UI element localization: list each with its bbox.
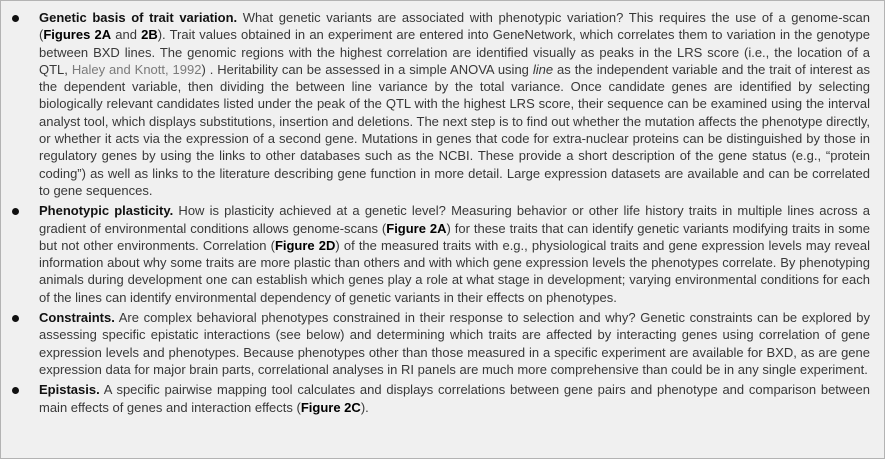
citation-link[interactable]: Haley and Knott, 1992 <box>71 61 202 77</box>
item-text: and <box>111 27 142 43</box>
item-text: A specific pairwise mapping tool calculates and displays correlations between gene pairs and phenotype and comparison between main effects of genes and interaction effects ( <box>39 382 870 415</box>
item-heading: Genetic basis of trait variation. <box>39 10 238 25</box>
item-heading: Constraints. <box>39 310 115 326</box>
figure-reference[interactable]: Figure 2D <box>274 237 336 253</box>
list-item-genetic-basis <box>39 9 870 199</box>
item-text: as the independent variable and the trait of interest as the dependent variable, then dividing the between line variance by the total variance. Once candidate genes are identified by selecting biologically relevant candidates listed under the peak of the QTL with the highest LRS score, their sequence can be examined using the interval analyst tool, which displays substitutions, insertion and deletions. The next step is to find out whether the mutation affects the phenotype directly, or whether it acts via the expression of a second gene. Mutations in genes that code for extra-nuclear proteins can be distinguished by those in regulatory genes by using the links to other databases such as the NCBI. These provide a short description of the gene status (e.g., “protein coding”) as well as links to the literature describing gene function in more detail. Large expression datasets are available and can be correlated to gene sequences. <box>39 61 870 198</box>
bullet-list <box>1 1 884 416</box>
item-text: ). Trait values obtained in an experiment are entered into GeneNetwork, which correlates them to variation in the genotype between BXD lines. The genomic regions with the highest correlation are identified visually as peaks in the LRS score (i.e., the location of a QTL, <box>39 27 870 77</box>
figure-reference[interactable]: Figures 2A <box>43 27 112 43</box>
bullet-icon <box>12 387 19 394</box>
item-text: ). <box>360 399 369 415</box>
bullet-icon <box>12 315 19 322</box>
bullet-icon <box>12 15 19 22</box>
item-text: ) of the measured traits with e.g., physiological traits and gene expression levels may reveal information about why some traits are more plastic than others and with which gene expression levels the phenotypes correlate. By phenotyping animals during development one can establish which genes play a role at what stage in development; varying environmental conditions for each of the lines can identify environmental dependency of genetic variants in their effects on phenotypes. <box>39 237 870 305</box>
italic-term: line <box>532 61 554 77</box>
item-heading: Phenotypic plasticity. <box>39 203 174 219</box>
figure-reference[interactable]: Figure 2C <box>300 399 361 415</box>
figure-reference[interactable]: 2B <box>141 27 158 43</box>
item-heading: Epistasis. <box>39 382 100 398</box>
list-item-phenotypic-plasticity <box>39 202 870 306</box>
item-text: How is plasticity achieved at a genetic level? Measuring behavior or other life history traits in multiple lines across a gradient of environmental conditions allows genome-scans ( <box>39 203 870 236</box>
figure-reference[interactable]: Figure 2A <box>386 220 447 236</box>
item-text: ) . Heritability can be assessed in a simple ANOVA using <box>201 61 533 77</box>
item-text: Are complex behavioral phenotypes constrained in their response to selection and why? Genetic constraints can be explored by assessing specific epistatic interactions (see below) and determining which traits are affected by interacting genes using correlation of gene expression levels and phenotypes. Because phenotypes other than those measured in a specific experiment are available for BXD, as are gene expression data for major brain parts, correlational analyses in RI panels are much more comprehensive than could be in any single experiment. <box>39 310 870 377</box>
item-text: What genetic variants are associated with phenotypic variation? This requires the use of a genome-scan ( <box>39 10 870 43</box>
list-item-epistasis <box>39 381 870 416</box>
item-text: ) for these traits that can identify genetic variants modifying traits in some but not other environments. Correlation ( <box>39 220 870 253</box>
bullet-icon <box>12 208 19 215</box>
list-item-constraints <box>39 309 870 378</box>
